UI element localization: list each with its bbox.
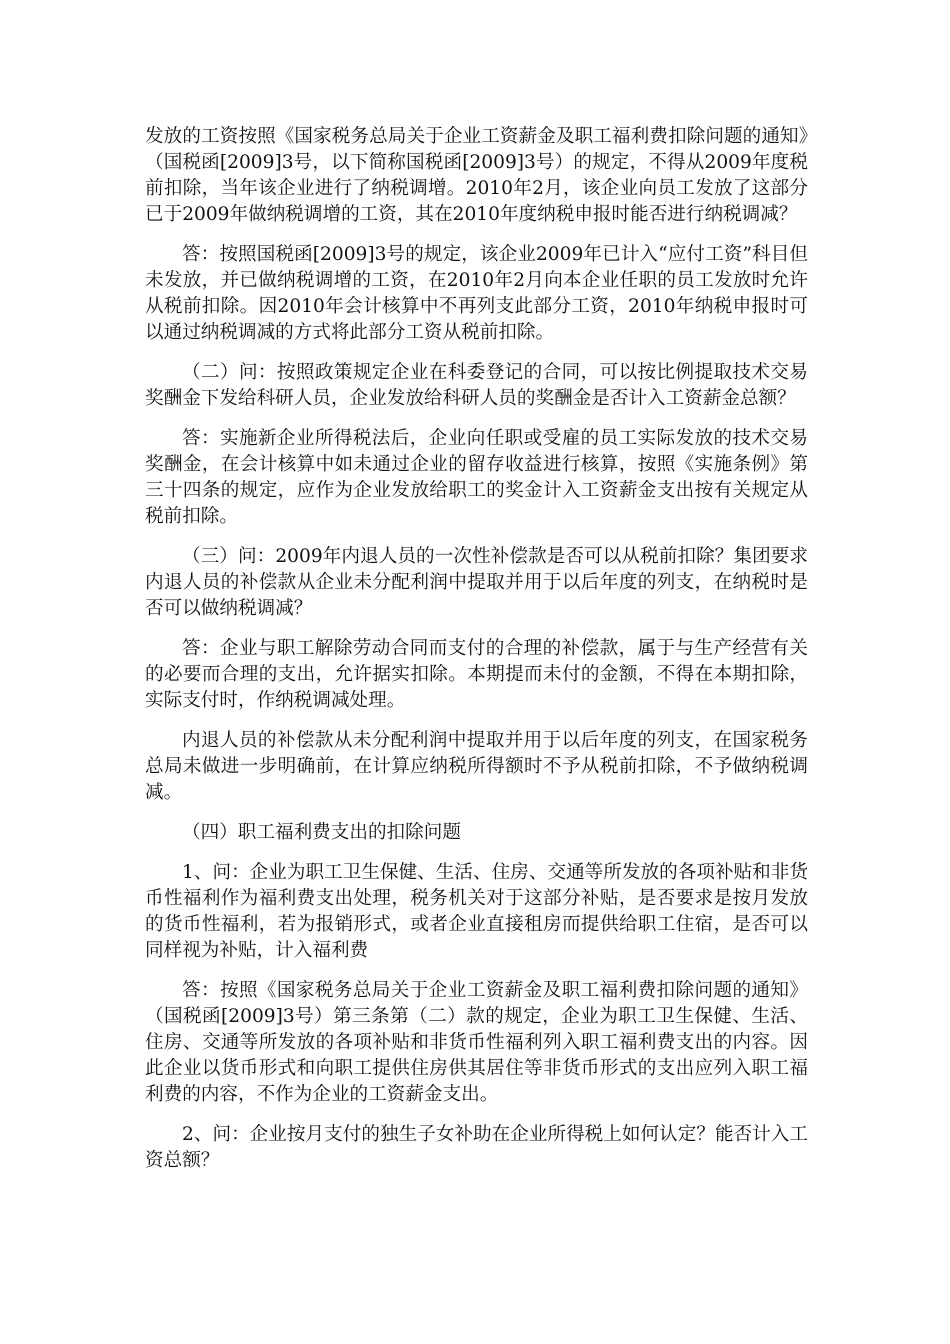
paragraph-answer-4-1: 答：按照《国家税务总局关于企业工资薪金及职工福利费扣除问题的通知》（国税函[2009]3号）第三条第（二）款的规定，企业为职工卫生保健、生活、住房、交通等所发放的各项补贴和非货币性福利列入职工福利费支出的内容。因此企业以货币形式和向职工提供住房供其居住等非货币形式的支出应列入职工福利费的内容，不作为企业的工资薪金支出。 xyxy=(145,980,808,1105)
section-heading-4: （四）职工福利费支出的扣除问题 xyxy=(182,822,461,843)
paragraph-continuation: 发放的工资按照《国家税务总局关于企业工资薪金及职工福利费扣除问题的通知》（国税函[2009]3号，以下简称国税函[2009]3号）的规定，不得从2009年度税前扣除，当年该企业进行了纳税调增。2010年2月，该企业向员工发放了这部分已于2009年做纳税调增的工资，其在2010年度纳税申报时能否进行纳税调减？ xyxy=(145,126,808,225)
paragraph-answer-1: 答：按照国税函[2009]3号的规定，该企业2009年已计入“应付工资”科目但未发放，并已做纳税调增的工资，在2010年2月向本企业任职的员工发放时允许从税前扣除。因2010年会计核算中不再列支此部分工资，2010年纳税申报时可以通过纳税调减的方式将此部分工资从税前扣除。 xyxy=(145,244,808,343)
paragraph-answer-3-cont: 内退人员的补偿款从未分配利润中提取并用于以后年度的列支，在国家税务总局未做进一步明确前，在计算应纳税所得额时不予从税前扣除，不予做纳税调减。 xyxy=(145,730,808,803)
paragraph-question-4-2: 2、问：企业按月支付的独生子女补助在企业所得税上如何认定？能否计入工资总额？ xyxy=(145,1124,808,1171)
paragraph-question-2: （二）问：按照政策规定企业在科委登记的合同，可以按比例提取技术交易奖酬金下发给科研人员，企业发放给科研人员的奖酬金是否计入工资薪金总额？ xyxy=(145,362,808,409)
document-body xyxy=(145,124,808,1188)
paragraph-question-3: （三）问：2009年内退人员的一次性补偿款是否可以从税前扣除？集团要求内退人员的补偿款从企业未分配利润中提取并用于以后年度的列支，在纳税时是否可以做纳税调减？ xyxy=(145,546,808,619)
paragraph-answer-2: 答：实施新企业所得税法后，企业向任职或受雇的员工实际发放的技术交易奖酬金，在会计核算中如未通过企业的留存收益进行核算，按照《实施条例》第三十四条的规定，应作为企业发放给职工的奖金计入工资薪金支出按有关规定从税前扣除。 xyxy=(145,428,808,527)
paragraph-answer-3: 答：企业与职工解除劳动合同而支付的合理的补偿款，属于与生产经营有关的必要而合理的支出，允许据实扣除。本期提而未付的金额，不得在本期扣除，实际支付时，作纳税调减处理。 xyxy=(145,638,808,711)
paragraph-question-4-1: 1、问：企业为职工卫生保健、生活、住房、交通等所发放的各项补贴和非货币性福利作为福利费支出处理，税务机关对于这部分补贴，是否要求是按月发放的货币性福利，若为报销形式，或者企业直接租房而提供给职工住宿，是否可以同样视为补贴，计入福利费 xyxy=(145,862,808,961)
